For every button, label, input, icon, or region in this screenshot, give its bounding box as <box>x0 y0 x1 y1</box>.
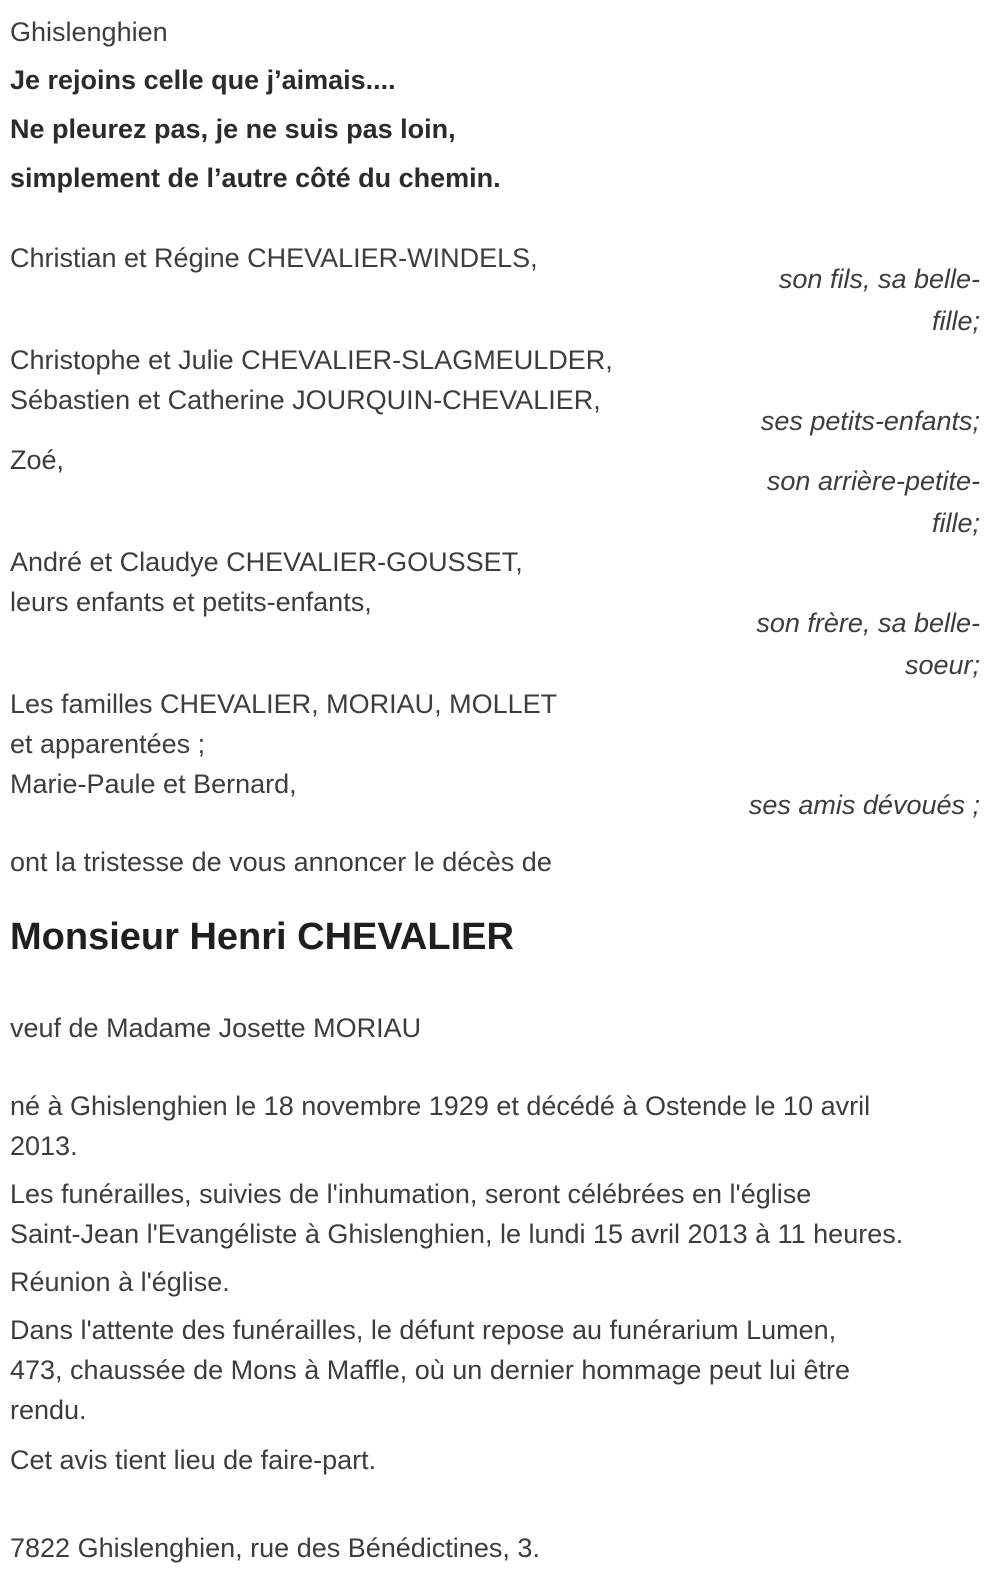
paragraph-line: né à Ghislenghien le 18 novembre 1929 et décédé à Ostende le 10 avril <box>10 1091 871 1121</box>
name-line: Sébastien et Catherine JOURQUIN-CHEVALIER, <box>10 385 601 415</box>
name-line: et apparentées ; <box>10 729 206 759</box>
paragraph-line: Saint-Jean l'Evangéliste à Ghislenghien, le lundi 15 avril 2013 à 11 heures. <box>10 1219 904 1249</box>
epigraph-line: Je rejoins celle que j’aimais.... <box>10 65 396 95</box>
paragraph-funerarium <box>10 1310 980 1430</box>
relation-label-son <box>779 258 980 342</box>
place-line: Ghislenghien <box>10 17 168 47</box>
family-section <box>10 238 980 824</box>
paragraph-birth-death <box>10 1086 980 1166</box>
paragraph-meeting <box>10 1262 980 1302</box>
epigraph-line: simplement de l’autre côté du chemin. <box>10 163 501 193</box>
name-line: Les familles CHEVALIER, MORIAU, MOLLET <box>10 689 558 719</box>
epigraph <box>10 62 980 209</box>
relation-line: son fils, sa belle- <box>778 264 980 294</box>
name-line: Christian et Régine CHEVALIER-WINDELS, <box>10 243 538 273</box>
relation-line: soeur; <box>904 650 980 680</box>
announcement-line: ont la tristesse de vous annoncer le décès de <box>10 847 552 877</box>
relation-line: fille; <box>931 306 980 336</box>
name-line: Zoé, <box>10 445 65 475</box>
relation-line: fille; <box>931 508 980 538</box>
address-line: 7822 Ghislenghien, rue des Bénédictines, 3. <box>10 1533 540 1563</box>
relation-line: ses amis dévoués ; <box>748 790 980 820</box>
deceased-name-heading: Monsieur Henri CHEVALIER <box>10 916 514 958</box>
paragraph-line: Les funérailles, suivies de l'inhumation, seront célébrées en l'église <box>10 1179 812 1209</box>
paragraph-line: 473, chaussée de Mons à Maffle, où un dernier hommage peut lui être <box>10 1355 851 1385</box>
relation-line: son arrière-petite- <box>766 466 980 496</box>
paragraph-notice <box>10 1440 980 1480</box>
relation-label-grandchildren <box>761 400 980 442</box>
relation-label-great-granddaughter <box>767 460 980 544</box>
name-line: Christophe et Julie CHEVALIER-SLAGMEULDER, <box>10 345 613 375</box>
paragraph-funeral <box>10 1174 980 1254</box>
paragraph-line: Réunion à l'église. <box>10 1267 230 1297</box>
name-line: leurs enfants et petits-enfants, <box>10 587 372 617</box>
epigraph-line: Ne pleurez pas, je ne suis pas loin, <box>10 114 456 144</box>
widower-line: veuf de Madame Josette MORIAU <box>10 1013 422 1043</box>
name-line: Marie-Paule et Bernard, <box>10 769 297 799</box>
relation-label-friends <box>749 784 980 826</box>
paragraph-line: Cet avis tient lieu de faire-part. <box>10 1445 377 1475</box>
name-line: André et Claudye CHEVALIER-GOUSSET, <box>10 547 523 577</box>
paragraph-line: Dans l'attente des funérailles, le défunt repose au funérarium Lumen, <box>10 1315 837 1345</box>
relation-label-brother <box>756 602 980 686</box>
relation-line: son frère, sa belle- <box>756 608 980 638</box>
relation-line: ses petits-enfants; <box>760 406 980 436</box>
paragraph-line: rendu. <box>10 1395 87 1425</box>
paragraph-line: 2013. <box>10 1131 78 1161</box>
